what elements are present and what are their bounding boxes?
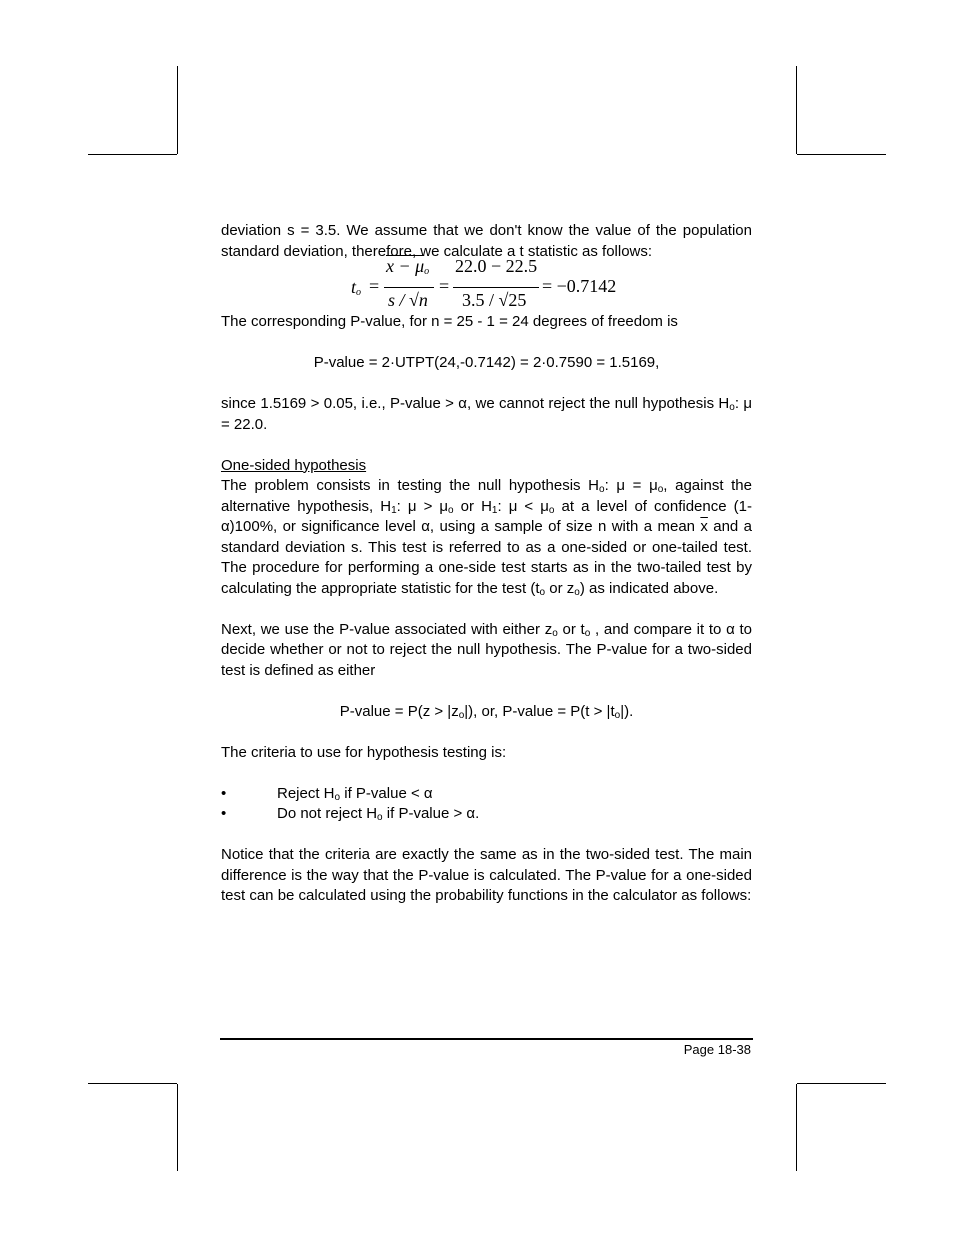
footer-rule [220,1038,753,1040]
paragraph-next-step: Next, we use the P-value associated with either $z_o$ or $t_o$ , and compare it to α to decide whether or not to reject the null hypothesis. The P-value for a two-sided test is defined as either [221,620,752,679]
criteria-bullet-do-not-reject: • Do not reject $H_o$ if P-value > α. [221,805,480,823]
eq-lhs: $t_o$ [351,277,362,298]
eq-equals-2: = [439,276,450,296]
paragraph-conclusion: since 1.5169 > 0.05, i.e., P-value > α, we cannot reject the null hypothesis $H_o$: μ = 22.0. [221,395,752,433]
criteria-bullet-reject: • Reject $H_o$ if P-value < α [221,784,433,803]
eq-denominator-symbolic: s / √n [388,290,428,310]
paragraph-criteria-intro: The criteria to use for hypothesis testing is: [221,743,507,761]
paragraph-notice: Notice that the criteria are exactly the same as in the two-sided test. The main difference is the way that the P-value is calculated. The P-value for a one-sided test can be calculated using the probability functions in the calculator as follows: [221,846,752,904]
p-value-calculation: P-value = 2·UTPT(24,-0.7142) = 2·0.7590 = 1.5169, [313,354,660,371]
eq-numerator-numeric: 22.0 − 22.5 [455,256,538,276]
t-statistic-equation [221,256,752,312]
paragraph-intro: deviation s = 3.5. We assume that we don't know the value of the population standard deviation, therefore, we calculate a t statistic as follows: [221,222,752,260]
eq-result: = −0.7142 [542,276,617,296]
eq-denominator-numeric: 3.5 / √25 [462,290,527,310]
crop-mark-tl-vertical [177,66,178,154]
crop-mark-br-horizontal [797,1083,886,1084]
fraction-bar-numeric [453,287,539,288]
eq-numerator-symbolic: $x - \mu_o$ [386,256,430,277]
crop-mark-br-vertical [796,1084,797,1171]
crop-mark-tr-vertical [796,66,797,154]
crop-mark-bl-horizontal [88,1083,177,1084]
bullet-icon: • [221,805,227,822]
eq-equals-1: = [369,276,380,296]
crop-mark-tl-horizontal [88,154,177,155]
paragraph-one-sided-description: The problem consists in testing the null hypothesis $H_o$: $\mu = \mu_o$, against the alternative hypothesis, $H_1$: $\mu > \mu_o$ or $H_1$: $\mu < \mu_o$ at a level of confidence (1-α)100%, or significance level α, using a sample of size n with a mean $\overline{x}$ and a standard deviation s. This test is referred to as a one-sided or one-tailed test. The procedure for performing a one-side test starts as in the two-tailed test by calculating the appropriate statistic for the test ($t_o$ or $z_o$) as indicated above. [221,477,752,598]
bullet-icon: • [221,784,227,802]
crop-mark-bl-vertical [177,1084,178,1171]
p-value-definition: P-value = $P(z > |z_o|)$, or, P-value = $P(t > |t_o|)$. [339,702,634,721]
fraction-bar-symbolic [384,287,434,288]
paragraph-p-value-intro: The corresponding P-value, for n = 25 - 1 = 24 degrees of freedom is [221,313,678,330]
page-number: Page 18-38 [683,1042,751,1057]
section-heading-one-sided: One-sided hypothesis [221,456,367,474]
page-body [221,221,752,907]
crop-mark-tr-horizontal [797,154,886,155]
